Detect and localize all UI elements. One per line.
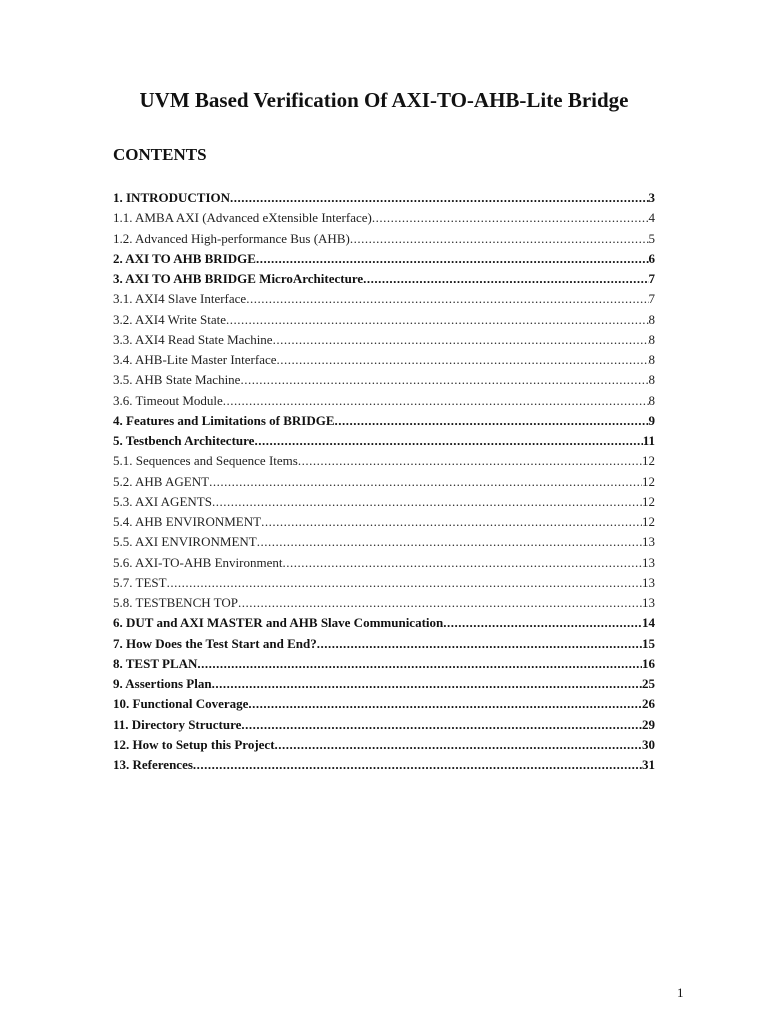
- toc-entry-page-number: 8: [648, 331, 655, 347]
- toc-entry-label: 5.7. TEST: [113, 574, 167, 590]
- toc-entry-label: 5.3. AXI AGENTS: [113, 493, 212, 509]
- toc-dot-leader: [257, 532, 642, 552]
- toc-dot-leader: [372, 208, 649, 228]
- toc-entry-page-number: 13: [642, 574, 655, 590]
- toc-entry[interactable]: [113, 391, 655, 411]
- toc-entry-label: 3.6. Timeout Module: [113, 392, 223, 408]
- toc-dot-leader: [273, 330, 649, 350]
- toc-entry-label: 4. Features and Limitations of BRIDGE: [113, 412, 335, 428]
- toc-dot-leader: [209, 472, 642, 492]
- toc-entry-page-number: 26: [642, 696, 655, 712]
- toc-dot-leader: [443, 613, 642, 633]
- toc-entry[interactable]: [113, 350, 655, 370]
- toc-entry-page-number: 11: [642, 433, 655, 448]
- toc-dot-leader: [197, 654, 642, 674]
- toc-entry-page-number: 30: [642, 736, 655, 752]
- toc-entry-label: 10. Functional Coverage: [113, 696, 249, 712]
- toc-entry-label: 5. Testbench Architecture: [113, 433, 255, 448]
- contents-heading: CONTENTS: [113, 145, 207, 164]
- toc-entry-page-number: 8: [648, 372, 655, 388]
- toc-entry[interactable]: [113, 289, 655, 309]
- toc-dot-leader: [212, 674, 642, 694]
- toc-entry[interactable]: [113, 249, 655, 269]
- toc-entry-page-number: 12: [642, 493, 655, 509]
- toc-dot-leader: [226, 310, 649, 330]
- table-of-contents: [113, 188, 655, 775]
- toc-entry[interactable]: [113, 310, 655, 330]
- toc-entry[interactable]: [113, 431, 655, 451]
- toc-entry-page-number: 3: [648, 190, 655, 205]
- toc-entry[interactable]: [113, 674, 655, 694]
- toc-dot-leader: [248, 694, 642, 714]
- toc-entry[interactable]: [113, 451, 655, 471]
- toc-entry-label: 1. INTRODUCTION: [113, 190, 231, 205]
- toc-entry-label: 12. How to Setup this Project: [113, 736, 275, 752]
- toc-entry-label: 3.3. AXI4 Read State Machine: [113, 331, 273, 347]
- toc-entry-page-number: 13: [642, 554, 655, 570]
- toc-dot-leader: [230, 188, 648, 208]
- toc-entry[interactable]: [113, 330, 655, 350]
- toc-entry[interactable]: [113, 735, 655, 755]
- toc-dot-leader: [298, 451, 642, 471]
- toc-entry[interactable]: [113, 208, 655, 228]
- toc-entry-label: 1.1. AMBA AXI (Advanced eXtensible Interface): [113, 210, 372, 226]
- toc-entry-label: 5.1. Sequences and Sequence Items: [113, 453, 298, 469]
- toc-dot-leader: [363, 269, 648, 289]
- toc-dot-leader: [254, 431, 642, 451]
- toc-entry-page-number: 29: [642, 716, 655, 732]
- toc-entry-label: 6. DUT and AXI MASTER and AHB Slave Communication: [113, 615, 444, 631]
- toc-entry-label: 5.8. TESTBENCH TOP: [113, 595, 238, 610]
- toc-dot-leader: [193, 755, 642, 775]
- toc-dot-leader: [246, 289, 648, 309]
- toc-entry-label: 5.4. AHB ENVIRONMENT: [113, 514, 262, 529]
- toc-entry[interactable]: [113, 755, 655, 775]
- toc-dot-leader: [275, 735, 642, 755]
- toc-entry[interactable]: [113, 553, 655, 573]
- toc-entry[interactable]: [113, 492, 655, 512]
- toc-dot-leader: [212, 492, 642, 512]
- toc-entry-page-number: 4: [648, 210, 655, 226]
- toc-entry-page-number: 12: [642, 453, 655, 469]
- toc-entry[interactable]: [113, 715, 655, 735]
- toc-dot-leader: [238, 593, 642, 613]
- toc-entry-label: 3.5. AHB State Machine: [113, 372, 241, 388]
- toc-entry-label: 7. How Does the Test Start and End?: [113, 635, 317, 651]
- toc-dot-leader: [261, 512, 642, 532]
- toc-dot-leader: [335, 411, 649, 431]
- toc-entry[interactable]: [113, 613, 655, 633]
- toc-entry-page-number: 12: [642, 514, 655, 529]
- toc-entry[interactable]: [113, 512, 655, 532]
- page-number: 1: [677, 985, 684, 1000]
- toc-entry-page-number: 8: [648, 311, 655, 327]
- toc-entry-label: 2. AXI TO AHB BRIDGE: [113, 250, 256, 266]
- toc-entry-label: 5.5. AXI ENVIRONMENT: [113, 534, 257, 550]
- toc-entry-label: 3.4. AHB-Lite Master Interface: [113, 352, 277, 367]
- toc-entry[interactable]: [113, 188, 655, 208]
- toc-entry[interactable]: [113, 229, 655, 249]
- toc-entry-page-number: 8: [648, 392, 655, 408]
- toc-entry-label: 5.2. AHB AGENT: [113, 473, 210, 489]
- toc-entry-label: 9. Assertions Plan: [113, 676, 212, 691]
- toc-entry[interactable]: [113, 634, 655, 654]
- toc-entry-label: 3.2. AXI4 Write State: [113, 311, 226, 327]
- toc-entry-page-number: 5: [648, 230, 655, 246]
- toc-dot-leader: [223, 391, 649, 411]
- toc-entry-page-number: 6: [648, 250, 655, 266]
- toc-entry-page-number: 15: [642, 635, 655, 651]
- toc-entry-page-number: 13: [642, 534, 655, 550]
- toc-entry[interactable]: [113, 573, 655, 593]
- toc-dot-leader: [256, 249, 649, 269]
- toc-dot-leader: [282, 553, 642, 573]
- toc-dot-leader: [317, 634, 642, 654]
- toc-dot-leader: [277, 350, 649, 370]
- toc-entry-page-number: 14: [642, 615, 655, 631]
- toc-entry[interactable]: [113, 694, 655, 714]
- toc-entry-page-number: 16: [642, 655, 655, 671]
- toc-entry-page-number: 12: [642, 473, 655, 489]
- document-title: UVM Based Verification Of AXI-TO-AHB-Lite Bridge: [139, 88, 629, 112]
- toc-entry-page-number: 7: [648, 271, 655, 286]
- toc-entry[interactable]: [113, 654, 655, 674]
- toc-entry-label: 8. TEST PLAN: [113, 655, 198, 671]
- toc-entry-page-number: 13: [642, 595, 655, 610]
- toc-dot-leader: [240, 370, 648, 390]
- toc-entry-label: 11. Directory Structure: [113, 716, 242, 732]
- toc-entry-page-number: 25: [642, 676, 655, 691]
- toc-entry-page-number: 9: [648, 412, 655, 428]
- toc-dot-leader: [350, 229, 649, 249]
- toc-entry[interactable]: [113, 472, 655, 492]
- toc-entry-label: 3.1. AXI4 Slave Interface: [113, 291, 247, 307]
- toc-dot-leader: [241, 715, 642, 735]
- toc-entry-label: 5.6. AXI-TO-AHB Environment: [113, 554, 283, 570]
- toc-entry-page-number: 31: [642, 757, 655, 772]
- toc-entry[interactable]: [113, 370, 655, 390]
- toc-entry[interactable]: [113, 411, 655, 431]
- toc-dot-leader: [167, 573, 642, 593]
- toc-entry-label: 3. AXI TO AHB BRIDGE MicroArchitecture: [113, 271, 364, 286]
- toc-entry-label: 1.2. Advanced High-performance Bus (AHB): [113, 230, 350, 246]
- toc-entry[interactable]: [113, 593, 655, 613]
- toc-entry[interactable]: [113, 269, 655, 289]
- toc-entry[interactable]: [113, 532, 655, 552]
- toc-entry-label: 13. References: [113, 757, 193, 772]
- toc-entry-page-number: 8: [648, 352, 655, 367]
- toc-entry-page-number: 7: [648, 291, 655, 307]
